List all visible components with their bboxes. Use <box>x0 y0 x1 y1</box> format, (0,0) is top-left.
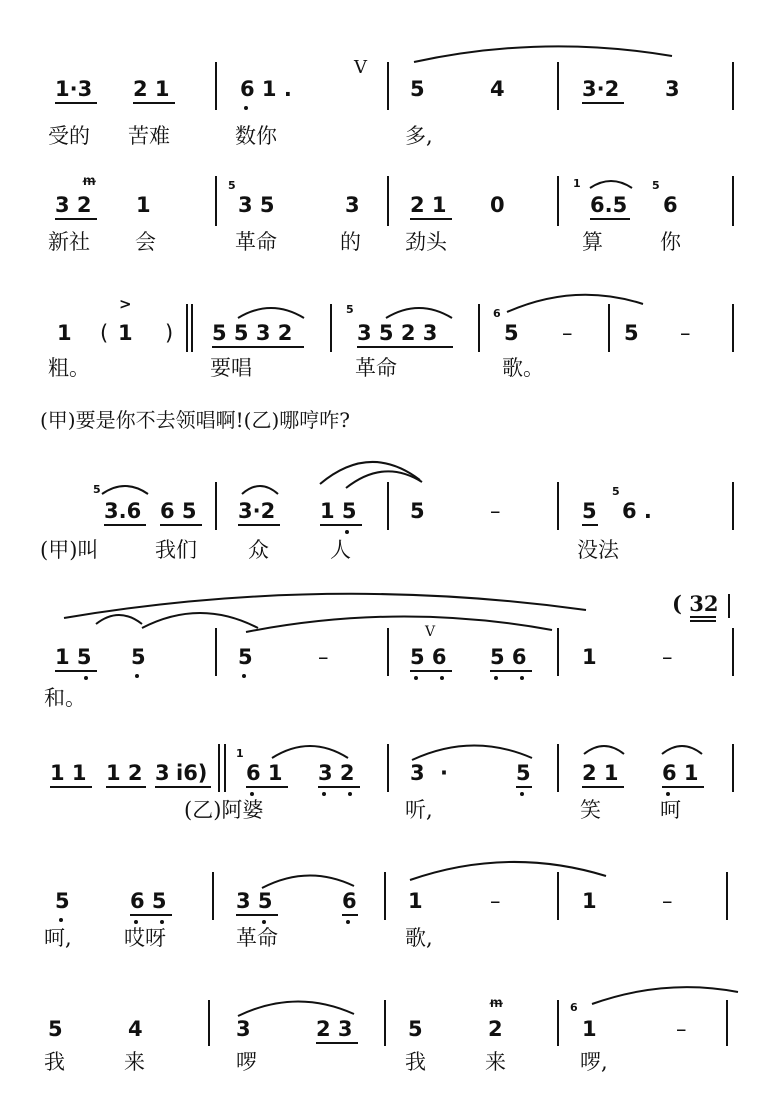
underline <box>246 786 288 788</box>
lyric: 受的 <box>48 124 90 148</box>
note: 2 1 <box>410 193 447 217</box>
low-dot <box>322 792 326 796</box>
dash: – <box>676 1017 687 1041</box>
slur <box>240 482 280 496</box>
note: 3.6 <box>104 499 142 523</box>
lyric: 听, <box>405 798 433 822</box>
lyric: 多, <box>405 124 433 148</box>
underline <box>410 218 452 220</box>
note: 3 <box>236 1017 251 1041</box>
barline <box>330 304 332 352</box>
underline <box>320 524 362 526</box>
low-dot <box>494 676 498 680</box>
lyric: 众 <box>248 538 269 562</box>
note: 2 1 <box>582 761 619 785</box>
underline <box>316 1042 358 1044</box>
low-dot <box>59 918 63 922</box>
note: 3 5 <box>238 193 275 217</box>
spoken-dialogue: (甲)要是你不去领唱啊!(乙)哪哼咋? <box>40 408 350 432</box>
lyric: 啰, <box>580 1050 608 1074</box>
dash: – <box>662 889 673 913</box>
low-dot <box>666 792 670 796</box>
note: 5 <box>131 645 146 669</box>
low-dot <box>345 530 349 534</box>
underline <box>662 786 704 788</box>
barline <box>732 62 734 110</box>
note: 1 2 <box>106 761 143 785</box>
lyric: 新社 <box>48 230 90 254</box>
low-dot <box>414 676 418 680</box>
barline <box>215 62 217 110</box>
note: 1 <box>118 321 133 345</box>
note: 1 <box>136 193 151 217</box>
barline <box>186 304 188 352</box>
slur <box>660 742 704 756</box>
trill-mark: ᵯ <box>490 995 503 1011</box>
slur <box>588 178 634 190</box>
barline <box>726 1000 728 1046</box>
barline <box>557 62 559 110</box>
note: 5 <box>582 499 597 523</box>
lyric: 歌, <box>405 926 433 950</box>
low-dot <box>348 792 352 796</box>
note: 2 <box>488 1017 503 1041</box>
slur <box>236 996 356 1018</box>
low-dot <box>134 920 138 924</box>
lyric: 我 <box>44 1050 65 1074</box>
lyric: 革命 <box>235 230 277 254</box>
barline <box>732 304 734 352</box>
barline <box>387 744 389 792</box>
slur <box>590 984 740 1006</box>
note: 4 <box>490 77 505 101</box>
note: 3 2 <box>55 193 92 217</box>
accent-mark: > <box>119 295 132 313</box>
note: 1 <box>408 889 423 913</box>
note: 3·2 <box>582 77 620 101</box>
barline <box>732 176 734 226</box>
note: 6 1 . <box>240 77 292 101</box>
grace-note: 6 <box>493 307 501 320</box>
lyric: 革命 <box>355 356 397 380</box>
barline <box>387 482 389 530</box>
lyric: 来 <box>124 1050 145 1074</box>
slur <box>100 482 150 496</box>
note: 5 <box>516 761 531 785</box>
underline <box>582 786 624 788</box>
low-dot <box>520 676 524 680</box>
dash: – <box>318 645 329 669</box>
lyric: 劲头 <box>405 230 447 254</box>
slur <box>505 290 645 314</box>
slur <box>244 610 554 634</box>
note: 0 <box>490 193 505 217</box>
barline <box>387 62 389 110</box>
breath-mark: V <box>354 57 367 78</box>
note: 3 2 <box>318 761 355 785</box>
low-dot <box>84 676 88 680</box>
barline <box>732 628 734 676</box>
barline <box>478 304 480 352</box>
underline <box>130 914 172 916</box>
note: 5 <box>48 1017 63 1041</box>
lyric: 会 <box>135 230 156 254</box>
lyric: 啰 <box>236 1050 257 1074</box>
note: 2 3 <box>316 1017 353 1041</box>
note: 6 <box>342 889 357 913</box>
barline <box>557 872 559 920</box>
underline <box>590 218 630 220</box>
note: 6 . <box>622 499 652 523</box>
slur <box>260 870 356 890</box>
note: 1·3 <box>55 77 93 101</box>
low-dot <box>346 920 350 924</box>
note: 3 <box>155 761 170 785</box>
note: 6 <box>663 193 678 217</box>
barline <box>215 628 217 676</box>
note: 3 <box>410 761 425 785</box>
note: 1 <box>582 645 597 669</box>
grace-note: 5 <box>93 483 101 496</box>
low-dot <box>242 674 246 678</box>
barline <box>726 872 728 920</box>
underline <box>55 102 97 104</box>
note: 6 5 <box>160 499 197 523</box>
note: 1 5 <box>55 645 92 669</box>
paren: ) <box>165 321 174 345</box>
underline <box>690 620 716 622</box>
barline <box>728 594 730 618</box>
slur <box>270 740 350 760</box>
underline <box>55 218 97 220</box>
underline <box>236 914 278 916</box>
lyric: 歌。 <box>502 356 544 380</box>
note: 6.5 <box>590 193 628 217</box>
note: 1 <box>57 321 72 345</box>
dash: – <box>662 645 673 669</box>
barline <box>215 482 217 530</box>
note: 5 <box>624 321 639 345</box>
lyric: 和。 <box>44 686 86 710</box>
breath-mark: V <box>425 624 436 640</box>
underline <box>318 786 360 788</box>
note: 3 5 2 3 <box>357 321 438 345</box>
barline <box>387 628 389 676</box>
grace-note: 5 <box>228 179 236 192</box>
underline <box>690 616 716 618</box>
note: 5 <box>504 321 519 345</box>
lyric: 我 <box>405 1050 426 1074</box>
grace-note: 5 <box>652 179 660 192</box>
underline <box>160 524 202 526</box>
barline <box>218 744 220 792</box>
barline <box>557 176 559 226</box>
note: 5 5 3 2 <box>212 321 293 345</box>
barline <box>215 176 217 226</box>
note: 5 <box>408 1017 423 1041</box>
underline <box>104 524 146 526</box>
note: 5 <box>55 889 70 913</box>
underline <box>582 524 598 526</box>
underline <box>212 346 304 348</box>
note: 1 <box>582 889 597 913</box>
note: 1 <box>582 1017 597 1041</box>
note: 5 <box>238 645 253 669</box>
slur <box>582 742 626 756</box>
barline <box>557 744 559 792</box>
slur <box>410 740 534 762</box>
underline <box>133 102 175 104</box>
grace-note: 1 <box>236 747 244 760</box>
note: i6) <box>176 761 208 785</box>
slur <box>236 304 306 320</box>
barline <box>557 1000 559 1046</box>
note: 5 6 <box>490 645 527 669</box>
note: 4 <box>128 1017 143 1041</box>
grace-note: 5 <box>612 485 620 498</box>
lyric: 呵, <box>44 926 72 950</box>
barline <box>191 304 193 352</box>
note: 6 1 <box>246 761 283 785</box>
low-dot <box>440 676 444 680</box>
bracket-notes: ( 32 <box>672 591 719 616</box>
note: 3 <box>345 193 360 217</box>
grace-note: 1 <box>573 177 581 190</box>
lyric: 算 <box>582 230 603 254</box>
lyric: 哎呀 <box>124 926 166 950</box>
barline <box>732 482 734 530</box>
dash: – <box>490 889 501 913</box>
underline <box>50 786 92 788</box>
slur <box>94 610 144 626</box>
lyric: 来 <box>485 1050 506 1074</box>
barline <box>732 744 734 792</box>
barline <box>212 872 214 920</box>
lyric: 呵 <box>660 798 681 822</box>
lyric: 粗。 <box>48 356 90 380</box>
slur <box>408 856 608 882</box>
lyric: 数你 <box>235 124 277 148</box>
barline <box>384 1000 386 1046</box>
lyric: (乙)阿婆 <box>184 798 264 822</box>
lyric: 我们 <box>155 538 197 562</box>
barline <box>557 628 559 676</box>
barline <box>224 744 226 792</box>
lyric: 苦难 <box>128 124 170 148</box>
lyric: 笑 <box>580 798 601 822</box>
low-dot <box>262 920 266 924</box>
underline <box>410 670 452 672</box>
note: 5 <box>410 77 425 101</box>
barline <box>384 872 386 920</box>
underline <box>238 524 280 526</box>
note: 2 1 <box>133 77 170 101</box>
lyric: 革命 <box>236 926 278 950</box>
underline <box>516 786 532 788</box>
underline <box>55 670 97 672</box>
underline <box>490 670 532 672</box>
note: 3 5 <box>236 889 273 913</box>
note: 5 6 <box>410 645 447 669</box>
low-dot <box>135 674 139 678</box>
lyric: (甲)叫 <box>40 538 99 562</box>
barline <box>387 176 389 226</box>
lyric: 没法 <box>577 538 619 562</box>
underline <box>155 786 211 788</box>
note: 3 <box>665 77 680 101</box>
underline <box>582 102 624 104</box>
underline <box>342 914 358 916</box>
lyric: 你 <box>660 230 681 254</box>
note: 6 1 <box>662 761 699 785</box>
paren: ( <box>100 321 109 345</box>
slur <box>384 304 454 320</box>
underline <box>106 786 146 788</box>
dash: – <box>562 321 573 345</box>
slur <box>412 40 674 64</box>
barline <box>208 1000 210 1046</box>
underline <box>357 346 453 348</box>
slur <box>344 466 424 490</box>
grace-note: 5 <box>346 303 354 316</box>
lyric: 人 <box>330 538 351 562</box>
low-dot <box>250 792 254 796</box>
dot-ext: · <box>440 761 448 785</box>
note: 1 5 <box>320 499 357 523</box>
note: 5 <box>410 499 425 523</box>
dash: – <box>680 321 691 345</box>
note: 6 5 <box>130 889 167 913</box>
trill-mark: ᵯ <box>83 173 96 189</box>
dash: – <box>490 499 501 523</box>
low-dot <box>160 920 164 924</box>
slur <box>140 606 260 630</box>
low-dot <box>520 792 524 796</box>
barline <box>557 482 559 530</box>
note: 1 1 <box>50 761 87 785</box>
lyric: 的 <box>340 230 361 254</box>
grace-note: 6 <box>570 1001 578 1014</box>
note: 3·2 <box>238 499 276 523</box>
low-dot <box>244 106 248 110</box>
lyric: 要唱 <box>210 356 252 380</box>
